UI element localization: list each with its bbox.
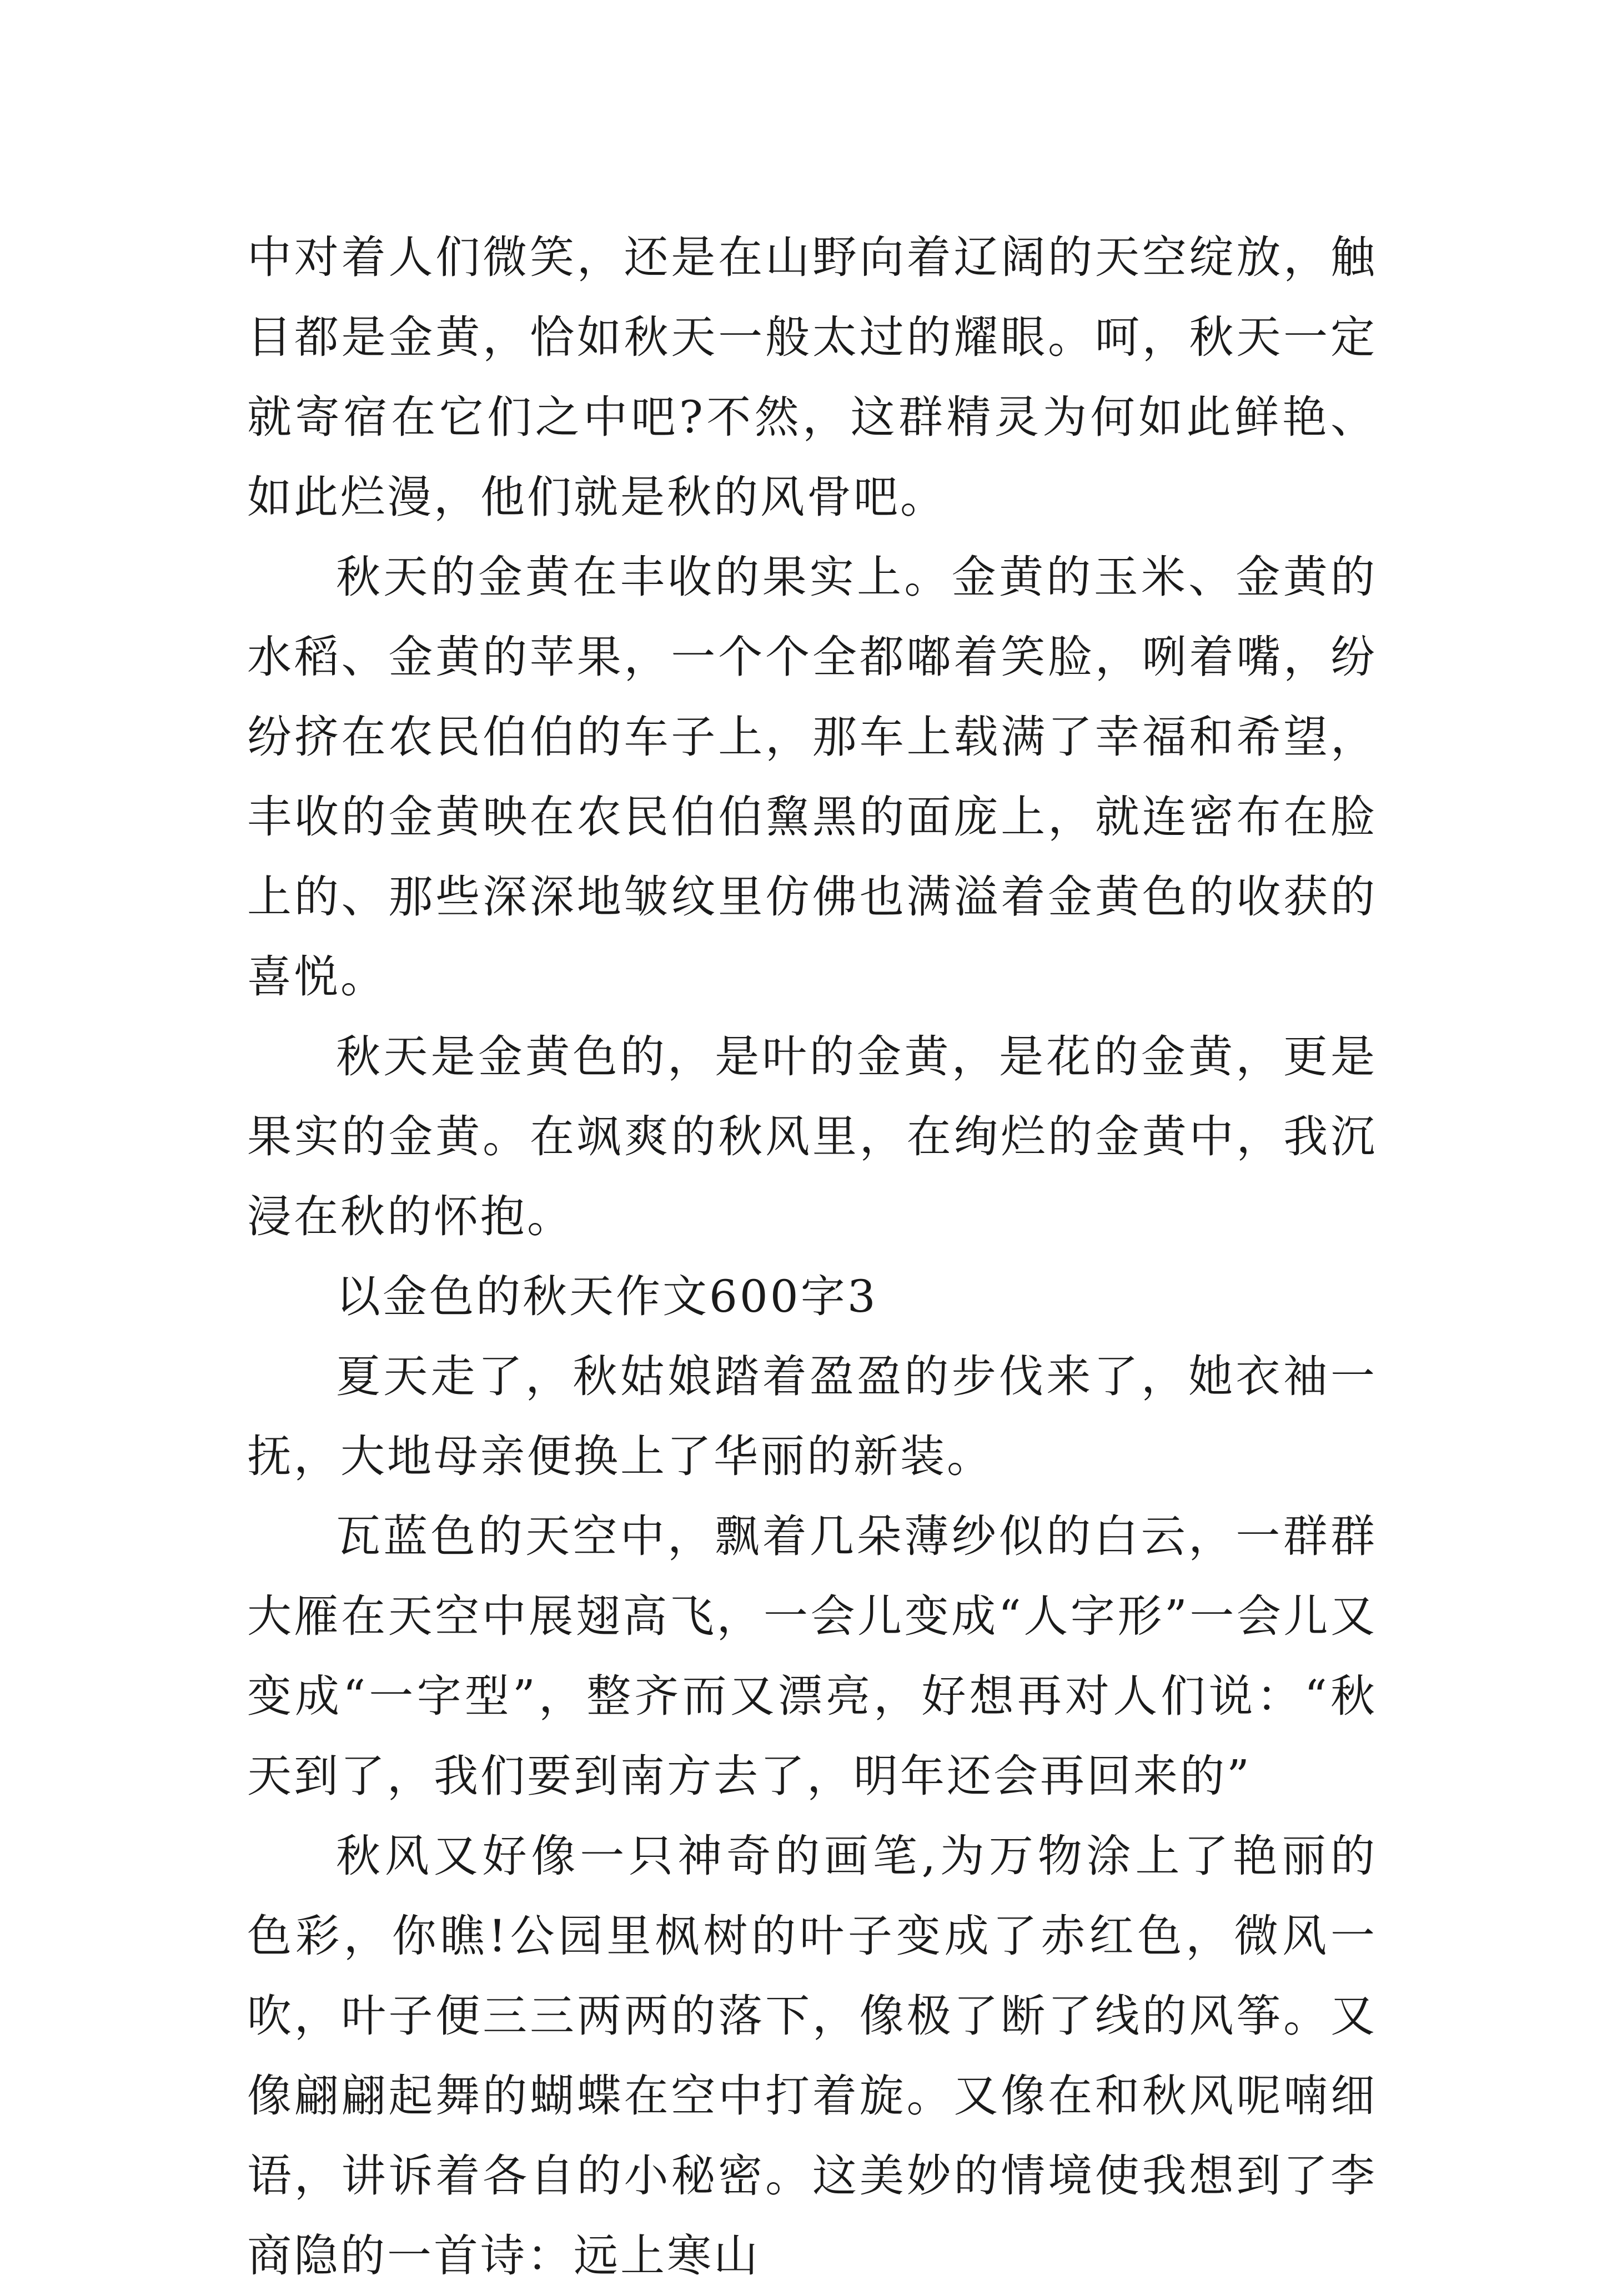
paragraph-sky-geese: 瓦蓝色的天空中，飘着几朵薄纱似的白云，一群群大雁在天空中展翅高飞，一会儿变成“人字形”一会儿又变成“一字型”，整齐而又漂亮，好想再对人们说：“秋天到了，我们要到南方去了，明年还会再回来的” [247,1510,1377,1802]
essay-heading: 以金色的秋天作文600字3 [336,1271,878,1322]
paragraph-golden-autumn: 秋天是金黄色的，是叶的金黄，是花的金黄，更是果实的金黄。在飒爽的秋风里，在绚烂的金黄中，我沉浸在秋的怀抱。 [247,1031,1377,1242]
paragraph-harvest: 秋天的金黄在丰收的果实上。金黄的玉米、金黄的水稻、金黄的苹果，一个个全都嘟着笑脸，咧着嘴，纷纷挤在农民伯伯的车子上，那车上载满了幸福和希望，丰收的金黄映在农民伯伯黧黑的面庞上，就连密布在脸上的、那些深深地皱纹里仿佛也满溢着金黄色的收获的喜悦。 [247,551,1377,1003]
paragraph-continuation: 中对着人们微笑，还是在山野向着辽阔的天空绽放，触目都是金黄，恰如秋天一般太过的耀眼。呵，秋天一定就寄宿在它们之中吧?不然，这群精灵为何如此鲜艳、如此烂漫，他们就是秋的风骨吧。 [247,231,1377,523]
paragraph-autumn-wind: 秋风又好像一只神奇的画笔,为万物涂上了艳丽的色彩，你瞧!公园里枫树的叶子变成了赤红色，微风一吹，叶子便三三两两的落下，像极了断了线的风筝。又像翩翩起舞的蝴蝶在空中打着旋。又像在和秋风呢喃细语，讲诉着各自的小秘密。这美妙的情境使我想到了李商隐的一首诗：远上寒山 [247,1830,1377,2282]
document-body [247,218,1377,2296]
paragraph-summer-gone: 夏天走了，秋姑娘踏着盈盈的步伐来了，她衣袖一抚，大地母亲便换上了华丽的新装。 [247,1351,1377,1482]
